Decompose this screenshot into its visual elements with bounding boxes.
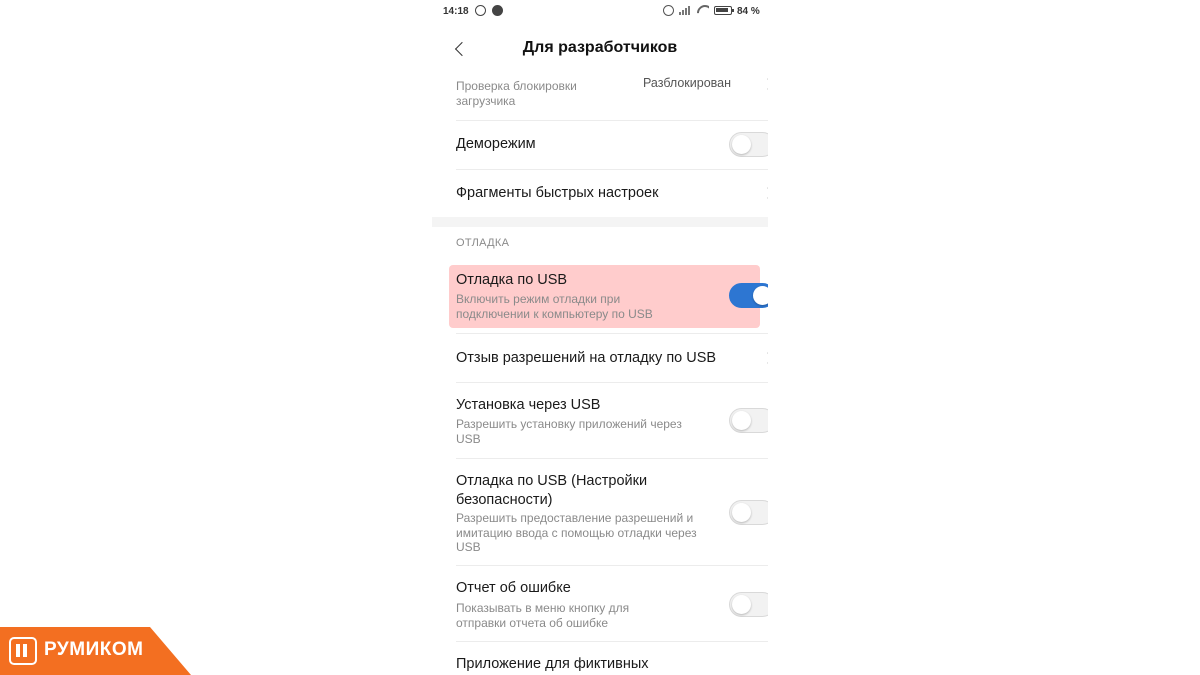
notification-icon: [492, 5, 503, 16]
setting-usb-debugging[interactable]: [456, 265, 752, 328]
setting-title: Установка через USB: [456, 397, 601, 413]
setting-revoke-usb-auth[interactable]: [456, 334, 752, 382]
wifi-icon: [697, 5, 709, 15]
setting-install-via-usb[interactable]: [456, 383, 752, 458]
toggle-knob: [753, 286, 768, 305]
app-header: [432, 28, 768, 70]
setting-quick-tiles[interactable]: [456, 170, 752, 216]
setting-subtitle: Включить режим отладки при подключении к компьютеру по USB: [456, 292, 653, 321]
alarm-icon: [663, 5, 674, 16]
bug-report-toggle[interactable]: [729, 592, 768, 617]
setting-title: Отзыв разрешений на отладку по USB: [456, 350, 717, 366]
setting-oem-unlock[interactable]: [456, 72, 752, 120]
signal-icon: [679, 6, 691, 15]
usb-debugging-toggle[interactable]: [729, 283, 768, 308]
install-via-usb-toggle[interactable]: [729, 408, 768, 433]
setting-title: Деморежим: [456, 136, 536, 152]
brand-name: РУМИКОМ: [44, 639, 144, 660]
setting-value: Разблокирован: [643, 76, 732, 90]
chevron-right-icon: [762, 78, 768, 89]
setting-title: Отчет об ошибке: [456, 580, 571, 596]
page-title: Для разработчиков: [522, 39, 678, 56]
toggle-knob: [732, 411, 751, 430]
setting-bug-report[interactable]: [456, 566, 752, 641]
settings-list[interactable]: [432, 72, 768, 675]
notification-icon: [475, 5, 486, 16]
section-gap: [432, 217, 768, 227]
toggle-knob: [732, 135, 751, 154]
setting-demo-mode[interactable]: [456, 121, 752, 169]
setting-subtitle: Разрешить установку приложений через USB: [456, 417, 682, 446]
battery-percent: 84 %: [737, 6, 760, 17]
setting-title: Приложение для фиктивных: [456, 656, 649, 672]
chevron-right-icon: [762, 352, 768, 363]
setting-title: Фрагменты быстрых настроек: [456, 185, 659, 201]
setting-subtitle: Разрешить предоставление разрешений и имитацию ввода с помощью отладки через USB: [456, 511, 697, 554]
status-bar: [432, 0, 768, 24]
demo-mode-toggle[interactable]: [729, 132, 768, 157]
setting-subtitle: Показывать в меню кнопку для отправки отчета об ошибке: [456, 601, 630, 630]
toggle-knob: [732, 503, 751, 522]
usb-security-toggle[interactable]: [729, 500, 768, 525]
brand-logo-icon: [9, 637, 37, 665]
status-time: 14:18: [443, 6, 469, 17]
phone-screen: [432, 0, 768, 675]
setting-usb-debugging-security[interactable]: [456, 459, 752, 565]
setting-mock-location-app[interactable]: [456, 642, 752, 675]
chevron-right-icon: [762, 187, 768, 198]
setting-subtitle: Проверка блокировки загрузчика: [456, 79, 577, 108]
toggle-knob: [732, 595, 751, 614]
section-header-debugging: ОТЛАДКА: [456, 237, 510, 249]
setting-title: Отладка по USB: [456, 272, 568, 288]
setting-title: Отладка по USB (Настройки безопасности): [456, 473, 648, 508]
battery-icon: [714, 6, 732, 15]
brand-logo: [0, 627, 191, 675]
